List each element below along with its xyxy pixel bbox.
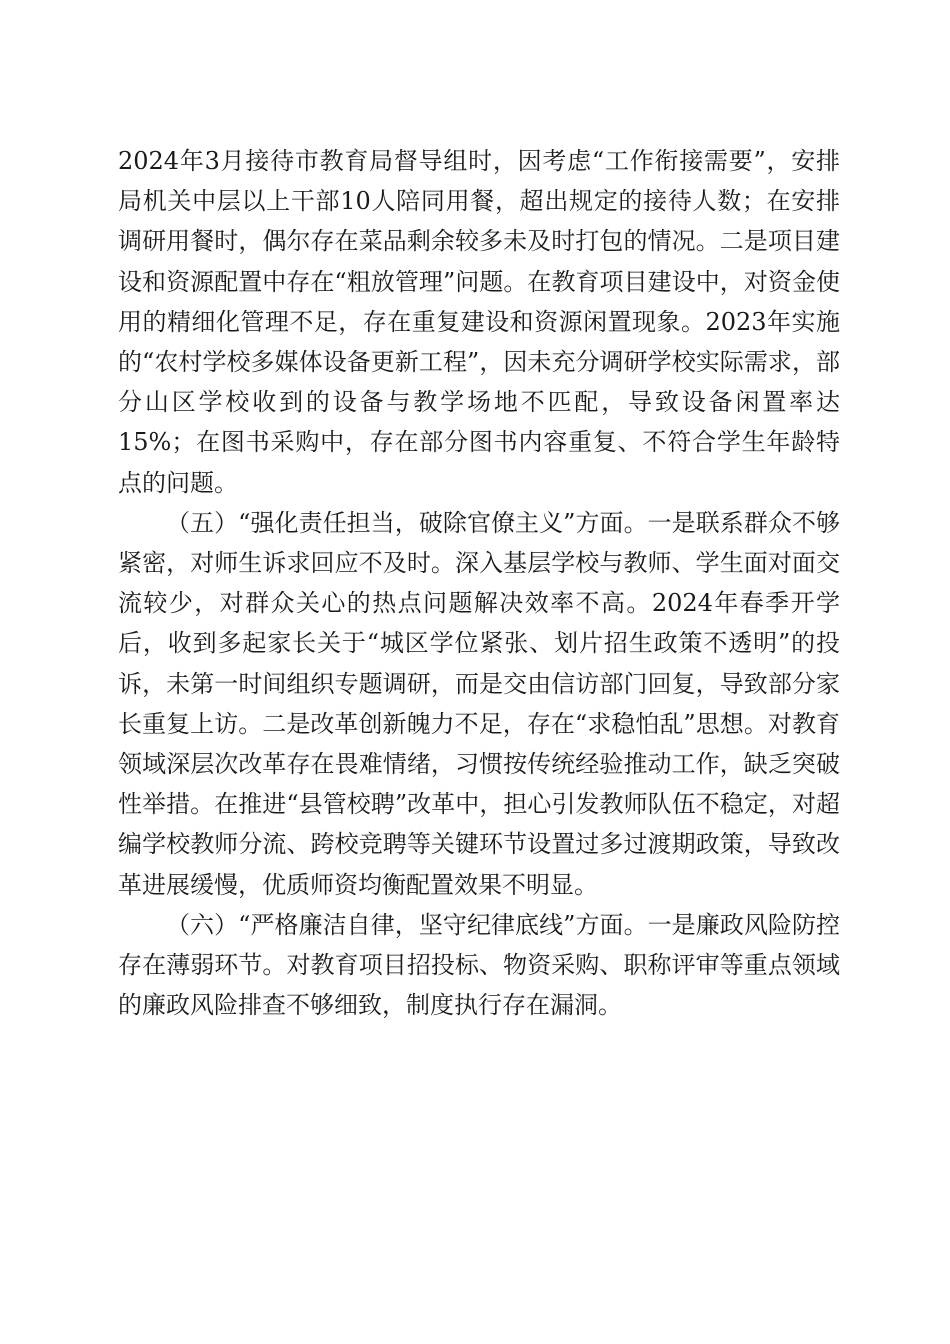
paragraph-continuation: 2024年3月接待市教育局督导组时，因考虑“工作衔接需要”，安排局机关中层以上干部10人陪同用餐，超出规定的接待人数；在安排调研用餐时，偶尔存在菜品剩余较多未及时打包的情况。二是项目建设和资源配置中存在“粗放管理”问题。在教育项目建设中，对资金使用的精细化管理不足，存在重复建设和资源闲置现象。2023年实施的“农村学校多媒体设备更新工程”，因未充分调研学校实际需求，部分山区学校收到的设备与教学场地不匹配，导致设备闲置率达15%；在图书采购中，存在部分图书内容重复、不符合学生年龄特点的问题。: [118, 147, 840, 497]
document-body: [118, 141, 840, 1025]
paragraph-section-six: （六）“严格廉洁自律，坚守纪律底线”方面。一是廉政风险防控存在薄弱环节。对教育项目招投标、物资采购、职称评审等重点领域的廉政风险排查不够细致，制度执行存在漏洞。: [118, 910, 840, 1020]
paragraph-section-five: （五）“强化责任担当，破除官僚主义”方面。一是联系群众不够紧密，对师生诉求回应不及时。深入基层学校与教师、学生面对面交流较少，对群众关心的热点问题解决效率不高。2024年春季开学后，收到多起家长关于“城区学位紧张、划片招生政策不透明”的投诉，未第一时间组织专题调研，而是交由信访部门回复，导致部分家长重复上访。二是改革创新魄力不足，存在“求稳怕乱”思想。对教育领域深层次改革存在畏难情绪，习惯按传统经验推动工作，缺乏突破性举措。在推进“县管校聘”改革中，担心引发教师队伍不稳定，对超编学校教师分流、跨校竞聘等关键环节设置过多过渡期政策，导致改革进展缓慢，优质师资均衡配置效果不明显。: [118, 508, 840, 899]
